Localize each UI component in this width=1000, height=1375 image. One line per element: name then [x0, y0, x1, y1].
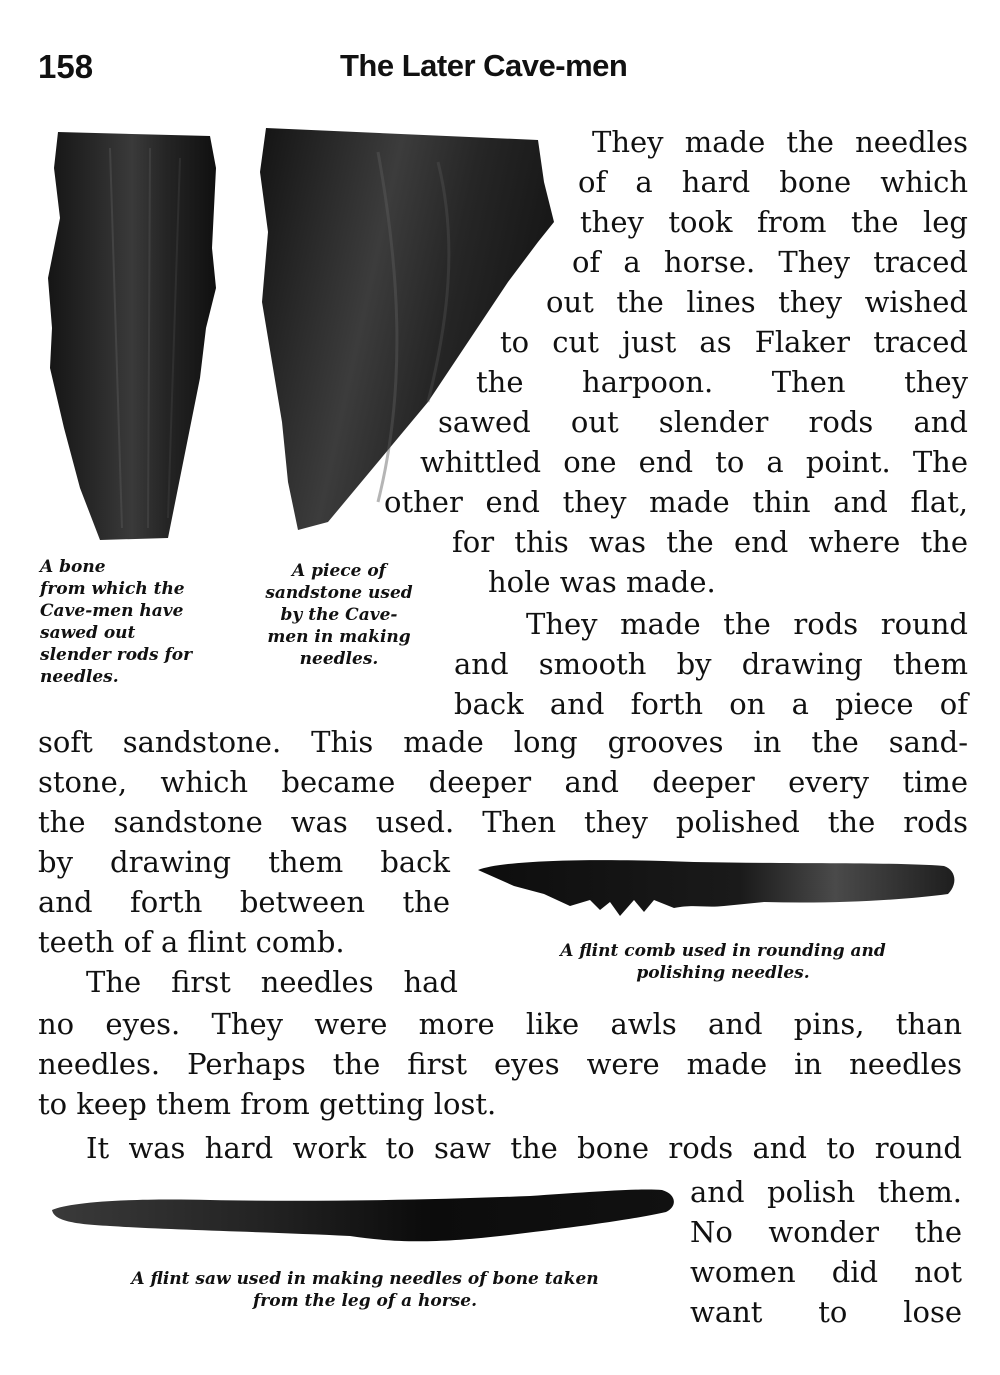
body-line: and forth between the — [38, 885, 450, 919]
body-line: whittled one end to a point. The — [420, 445, 968, 479]
body-line: hole was made. — [488, 565, 716, 599]
flint-comb-figure — [474, 850, 958, 922]
body-line: and polish them. — [690, 1175, 962, 1209]
body-line: sawed out slender rods and — [438, 405, 968, 439]
comb-caption-line: A flint comb used in rounding and — [560, 941, 886, 961]
flint-saw-figure — [50, 1180, 680, 1250]
saw-caption-line: from the leg of a horse. — [252, 1291, 477, 1311]
body-line: soft sandstone. This made long grooves in the sand- — [38, 725, 968, 759]
body-line: teeth of a flint comb. — [38, 925, 345, 959]
body-line: other end they made thin and flat, — [384, 485, 968, 519]
body-line: stone, which became deeper and deeper every time — [38, 765, 968, 799]
bone-caption-line: sawed out — [40, 623, 136, 643]
body-line: out the lines they wished — [546, 285, 968, 319]
body-line: of a horse. They traced — [572, 245, 968, 279]
bone-caption-line: from which the — [40, 579, 185, 599]
comb-caption — [500, 940, 946, 984]
body-line: no eyes. They were more like awls and pins, than — [38, 1007, 962, 1041]
body-line: The first needles had — [86, 965, 458, 999]
running-title: The Later Cave-men — [340, 48, 628, 83]
saw-caption — [80, 1268, 650, 1312]
body-line: the sandstone was used. Then they polished the rods — [38, 805, 968, 839]
bone-caption — [40, 556, 240, 688]
body-line: want to lose — [690, 1295, 962, 1329]
body-line: they took from the leg — [580, 205, 968, 239]
body-line: to keep them from getting lost. — [38, 1087, 497, 1121]
sandstone-caption-line: men in making — [267, 627, 411, 647]
body-line: It was hard work to saw the bone rods and to round — [86, 1131, 962, 1165]
bone-caption-line: needles. — [40, 667, 119, 687]
sandstone-caption — [244, 560, 434, 670]
body-line: back and forth on a piece of — [454, 687, 968, 721]
sandstone-caption-line: sandstone used — [265, 583, 413, 603]
body-line: the harpoon. Then they — [476, 365, 968, 399]
comb-caption-line: polishing needles. — [636, 963, 810, 983]
body-line: They made the rods round — [526, 607, 968, 641]
bone-figure — [40, 128, 240, 548]
body-line: No wonder the — [690, 1215, 962, 1249]
sandstone-caption-line: by the Cave- — [280, 605, 398, 625]
body-line: women did not — [690, 1255, 962, 1289]
bone-caption-line: slender rods for — [40, 645, 193, 665]
body-line: by drawing them back — [38, 845, 450, 879]
body-line: of a hard bone which — [578, 165, 968, 199]
saw-caption-line: A flint saw used in making needles of bone taken — [131, 1269, 599, 1289]
sandstone-caption-line: A piece of — [291, 561, 386, 581]
body-line: to cut just as Flaker traced — [500, 325, 968, 359]
body-line: for this was the end where the — [452, 525, 968, 559]
page-number: 158 — [38, 48, 94, 85]
body-line: needles. Perhaps the first eyes were made in needles — [38, 1047, 962, 1081]
bone-caption-line: Cave-men have — [40, 601, 184, 621]
body-line: They made the needles — [592, 125, 968, 159]
body-line: and smooth by drawing them — [454, 647, 968, 681]
sandstone-caption-line: needles. — [299, 649, 379, 669]
bone-caption-line: A bone — [40, 557, 106, 577]
